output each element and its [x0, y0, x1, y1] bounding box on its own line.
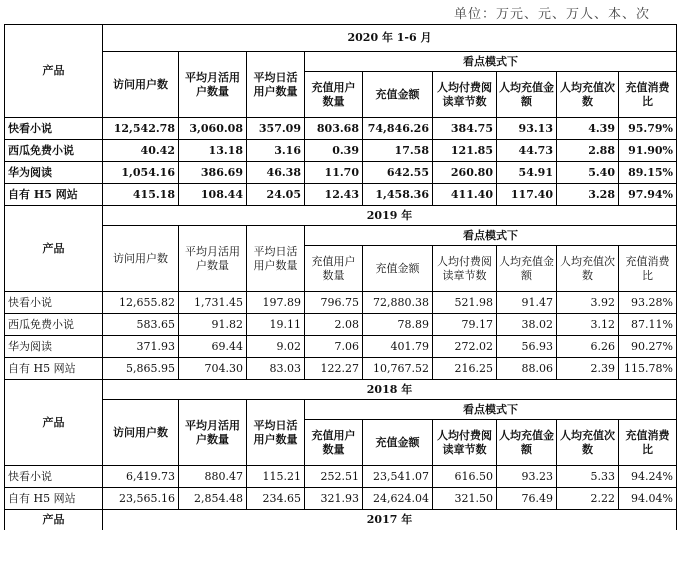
product-name-cell: 华为阅读	[5, 162, 103, 184]
table-cell: 2.08	[305, 314, 363, 336]
table-cell: 90.27%	[619, 336, 677, 358]
table-cell: 93.28%	[619, 292, 677, 314]
col-avg-recharge: 人均充值金额	[497, 246, 557, 292]
table-cell: 880.47	[179, 466, 247, 488]
table-cell: 94.04%	[619, 488, 677, 510]
table-cell: 78.89	[363, 314, 433, 336]
col-recharge-times: 人均充值次数	[557, 246, 619, 292]
col-mau: 平均月活用户数量	[179, 400, 247, 466]
col-mau: 平均月活用户数量	[179, 226, 247, 292]
table-cell: 24.05	[247, 184, 305, 206]
col-ratio: 充值消费比	[619, 246, 677, 292]
table-cell: 411.40	[433, 184, 497, 206]
table-cell: 24,624.04	[363, 488, 433, 510]
table-cell: 2.88	[557, 140, 619, 162]
product-name-cell: 自有 H5 网站	[5, 358, 103, 380]
table-cell: 79.17	[433, 314, 497, 336]
table-cell: 23,565.16	[103, 488, 179, 510]
table-cell: 321.93	[305, 488, 363, 510]
table-row	[5, 314, 677, 336]
col-paid-chapters: 人均付费阅读章节数	[433, 72, 497, 118]
product-header: 产品	[5, 510, 103, 530]
col-dau: 平均日活用户数量	[247, 52, 305, 118]
table-row	[5, 162, 677, 184]
table-cell: 401.79	[363, 336, 433, 358]
table-cell: 272.02	[433, 336, 497, 358]
product-name-cell: 快看小说	[5, 118, 103, 140]
table-cell: 2.22	[557, 488, 619, 510]
table-cell: 415.18	[103, 184, 179, 206]
table-cell: 10,767.52	[363, 358, 433, 380]
table-cell: 88.06	[497, 358, 557, 380]
col-recharge-users: 充值用户数量	[305, 420, 363, 466]
section-header: 看点模式下	[305, 52, 677, 72]
table-cell: 46.38	[247, 162, 305, 184]
table-cell: 5,865.95	[103, 358, 179, 380]
table-row	[5, 336, 677, 358]
table-cell: 371.93	[103, 336, 179, 358]
col-mau: 平均月活用户数量	[179, 52, 247, 118]
col-recharge-users: 充值用户数量	[305, 246, 363, 292]
table-row	[5, 292, 677, 314]
col-visit-users: 访问用户数	[103, 52, 179, 118]
table-cell: 23,541.07	[363, 466, 433, 488]
col-recharge-amount: 充值金额	[363, 246, 433, 292]
table-cell: 93.23	[497, 466, 557, 488]
table-cell: 252.51	[305, 466, 363, 488]
table-cell: 2.39	[557, 358, 619, 380]
product-metrics-table	[4, 24, 677, 530]
table-cell: 4.39	[557, 118, 619, 140]
table-cell: 94.24%	[619, 466, 677, 488]
product-name-cell: 自有 H5 网站	[5, 184, 103, 206]
table-row	[5, 118, 677, 140]
table-cell: 384.75	[433, 118, 497, 140]
col-visit-users: 访问用户数	[103, 226, 179, 292]
product-header: 产品	[5, 380, 103, 466]
table-row	[5, 140, 677, 162]
col-ratio: 充值消费比	[619, 420, 677, 466]
table-row	[5, 488, 677, 510]
col-recharge-times: 人均充值次数	[557, 420, 619, 466]
table-cell: 69.44	[179, 336, 247, 358]
table-cell: 1,458.36	[363, 184, 433, 206]
table-cell: 1,731.45	[179, 292, 247, 314]
col-recharge-amount: 充值金额	[363, 420, 433, 466]
table-cell: 521.98	[433, 292, 497, 314]
table-cell: 803.68	[305, 118, 363, 140]
table-cell: 38.02	[497, 314, 557, 336]
col-ratio: 充值消费比	[619, 72, 677, 118]
col-recharge-times: 人均充值次数	[557, 72, 619, 118]
table-row	[5, 184, 677, 206]
table-cell: 13.18	[179, 140, 247, 162]
table-cell: 91.90%	[619, 140, 677, 162]
table-cell: 122.27	[305, 358, 363, 380]
table-cell: 5.33	[557, 466, 619, 488]
table-cell: 121.85	[433, 140, 497, 162]
table-cell: 44.73	[497, 140, 557, 162]
table-cell: 89.15%	[619, 162, 677, 184]
product-name-cell: 快看小说	[5, 466, 103, 488]
col-recharge-users: 充值用户数量	[305, 72, 363, 118]
table-cell: 216.25	[433, 358, 497, 380]
col-paid-chapters: 人均付费阅读章节数	[433, 420, 497, 466]
table-cell: 234.65	[247, 488, 305, 510]
product-name-cell: 快看小说	[5, 292, 103, 314]
table-cell: 83.03	[247, 358, 305, 380]
table-cell: 5.40	[557, 162, 619, 184]
table-cell: 97.94%	[619, 184, 677, 206]
product-name-cell: 西瓜免费小说	[5, 140, 103, 162]
table-cell: 642.55	[363, 162, 433, 184]
col-recharge-amount: 充值金额	[363, 72, 433, 118]
table-cell: 3,060.08	[179, 118, 247, 140]
table-cell: 2,854.48	[179, 488, 247, 510]
col-avg-recharge: 人均充值金额	[497, 420, 557, 466]
table-cell: 115.78%	[619, 358, 677, 380]
table-cell: 1,054.16	[103, 162, 179, 184]
table-cell: 704.30	[179, 358, 247, 380]
table-cell: 260.80	[433, 162, 497, 184]
table-cell: 3.12	[557, 314, 619, 336]
table-cell: 12,542.78	[103, 118, 179, 140]
period-title: 2020 年 1-6 月	[103, 25, 677, 52]
table-cell: 91.47	[497, 292, 557, 314]
table-cell: 357.09	[247, 118, 305, 140]
table-cell: 386.69	[179, 162, 247, 184]
table-cell: 17.58	[363, 140, 433, 162]
col-avg-recharge: 人均充值金额	[497, 72, 557, 118]
table-cell: 87.11%	[619, 314, 677, 336]
section-header: 看点模式下	[305, 226, 677, 246]
table-cell: 54.91	[497, 162, 557, 184]
table-cell: 108.44	[179, 184, 247, 206]
section-header: 看点模式下	[305, 400, 677, 420]
col-dau: 平均日活用户数量	[247, 226, 305, 292]
table-cell: 321.50	[433, 488, 497, 510]
table-cell: 91.82	[179, 314, 247, 336]
table-cell: 6.26	[557, 336, 619, 358]
product-name-cell: 西瓜免费小说	[5, 314, 103, 336]
col-visit-users: 访问用户数	[103, 400, 179, 466]
product-header: 产品	[5, 25, 103, 118]
col-dau: 平均日活用户数量	[247, 400, 305, 466]
period-title: 2019 年	[103, 206, 677, 226]
table-cell: 9.02	[247, 336, 305, 358]
table-cell: 74,846.26	[363, 118, 433, 140]
table-cell: 0.39	[305, 140, 363, 162]
table-cell: 117.40	[497, 184, 557, 206]
product-name-cell: 自有 H5 网站	[5, 488, 103, 510]
table-cell: 11.70	[305, 162, 363, 184]
table-cell: 115.21	[247, 466, 305, 488]
table-cell: 56.93	[497, 336, 557, 358]
table-cell: 40.42	[103, 140, 179, 162]
table-cell: 95.79%	[619, 118, 677, 140]
period-title: 2018 年	[103, 380, 677, 400]
table-cell: 12.43	[305, 184, 363, 206]
table-cell: 93.13	[497, 118, 557, 140]
table-cell: 583.65	[103, 314, 179, 336]
table-row	[5, 466, 677, 488]
table-cell: 616.50	[433, 466, 497, 488]
product-header: 产品	[5, 206, 103, 292]
unit-note: 单位：万元、元、万人、本、次	[453, 7, 650, 22]
col-paid-chapters: 人均付费阅读章节数	[433, 246, 497, 292]
table-cell: 3.92	[557, 292, 619, 314]
table-cell: 197.89	[247, 292, 305, 314]
table-cell: 3.28	[557, 184, 619, 206]
table-cell: 3.16	[247, 140, 305, 162]
table-cell: 19.11	[247, 314, 305, 336]
table-row	[5, 358, 677, 380]
table-cell: 7.06	[305, 336, 363, 358]
product-name-cell: 华为阅读	[5, 336, 103, 358]
table-cell: 76.49	[497, 488, 557, 510]
table-cell: 72,880.38	[363, 292, 433, 314]
period-title: 2017 年	[103, 510, 677, 530]
table-cell: 6,419.73	[103, 466, 179, 488]
table-cell: 796.75	[305, 292, 363, 314]
table-cell: 12,655.82	[103, 292, 179, 314]
